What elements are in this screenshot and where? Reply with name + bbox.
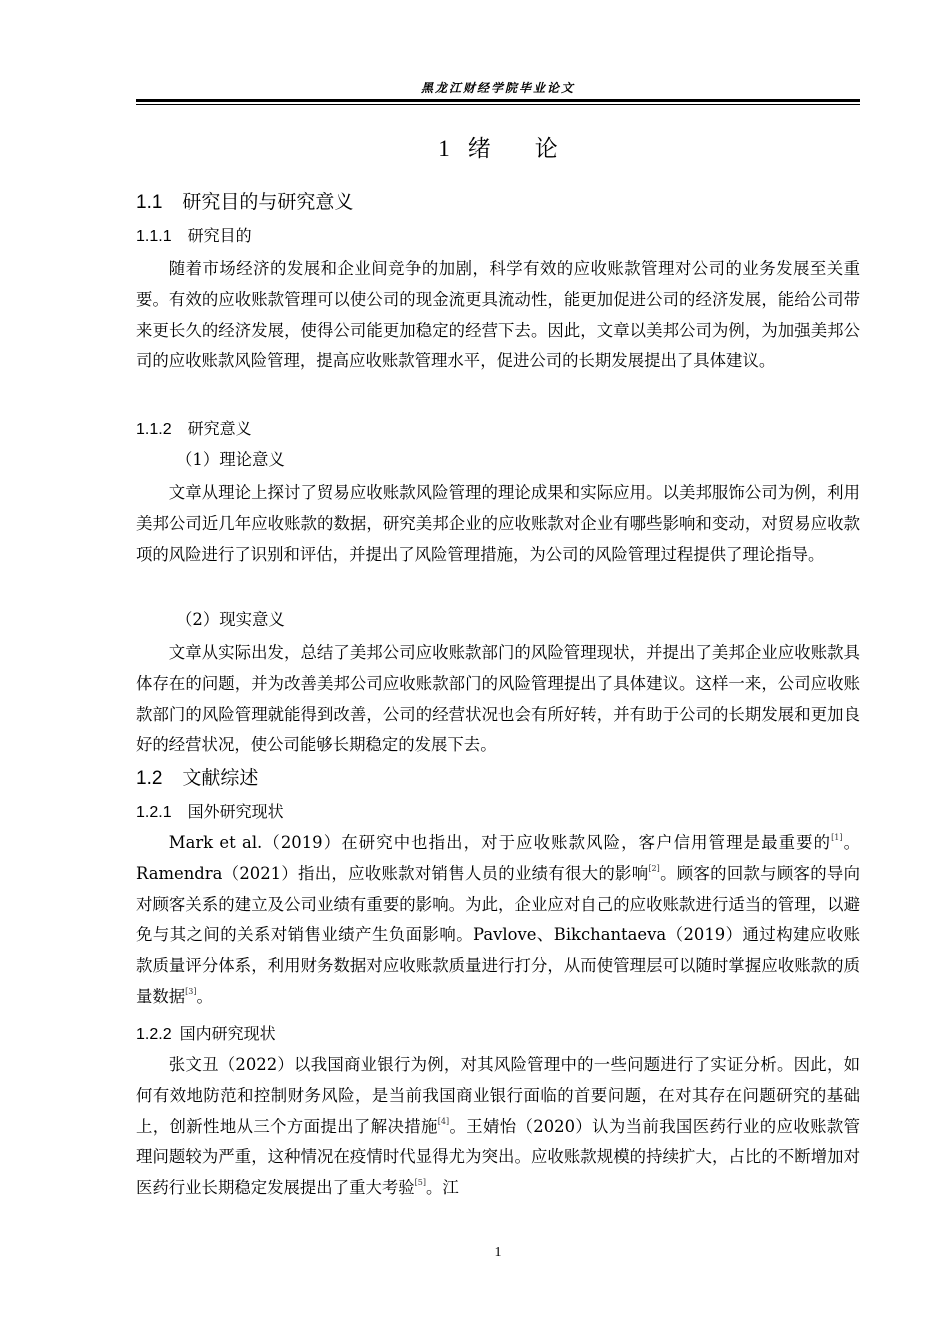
paragraph-foreign-research: [136, 828, 860, 1013]
paragraph-text: 张文丑（2022）以我国商业银行为例，对其风险管理中的一些问题进行了实证分析。因此，如何有效地防范和控制财务风险，是当前我国商业银行面临的首要问题，在对其存在问题研究的基础上，创新性地从三个方面提出了解决措施: [136, 1055, 860, 1136]
paragraph-text: 。江: [425, 1178, 459, 1198]
subsection-title: 研究意义: [187, 419, 252, 438]
header-rule-thick: [136, 99, 860, 102]
paragraph-theory: 文章从理论上探讨了贸易应收账款风险管理的理论成果和实际应用。以美邦服饰公司为例，利用美邦公司近几年应收账款的数据，研究美邦企业的应收账款对企业有哪些影响和变动，对贸易应收款项的风险进行了识别和评估，并提出了风险管理措施，为公司的风险管理过程提供了理论指导。: [136, 483, 860, 564]
citation-ref-2[interactable]: [2]: [648, 863, 660, 873]
page-number: 1: [494, 1245, 502, 1260]
section-number: 1.2: [136, 768, 163, 789]
citation-ref-1[interactable]: [1]: [831, 833, 843, 842]
subsection-heading-1-2-1: [136, 801, 284, 824]
section-title: 研究目的与研究意义: [182, 191, 354, 213]
citation-ref-3[interactable]: [3]: [185, 986, 197, 996]
chapter-title-part2: 论: [534, 136, 558, 162]
chapter-title-part1: 绪: [467, 136, 491, 162]
running-header: 黑龙江财经学院毕业论文: [420, 81, 575, 95]
section-title: 文献综述: [182, 767, 259, 789]
subhead-practice: （2）现实意义: [176, 610, 285, 629]
paragraph-text: 。: [196, 986, 213, 1006]
paragraph-text: 。顾客的回款与顾客的导向对顾客关系的建立及公司业绩有重要的影响。为此，企业应对自己的应收账款进行适当的管理，以避免与其之间的关系对销售业绩产生负面影响。Pavlove、Bikchantaeva（2019）通过构建应收账款质量评分体系，利用财务数据对应收账款质量进行打分，从而使管理层可以随时掌握应收账款的质量数据: [136, 863, 860, 1006]
subsection-title: 国内研究现状: [179, 1024, 276, 1043]
subhead-theory: （1）理论意义: [176, 450, 285, 469]
subsection-title: 研究目的: [187, 226, 252, 245]
subsection-heading-1-1-1: [136, 225, 252, 248]
chapter-number: 1: [438, 136, 450, 161]
subsection-title: 国外研究现状: [187, 802, 284, 821]
subsection-number: 1.2.2: [136, 1026, 172, 1043]
paragraph-text: 。Ramendra（2021）指出，应收账款对销售人员的业绩有很大的影响: [136, 833, 860, 883]
citation-ref-4[interactable]: [4]: [437, 1116, 450, 1126]
paragraph-practice: 文章从实际出发，总结了美邦公司应收账款部门的风险管理现状，并提出了美邦企业应收账款具体存在的问题，并为改善美邦公司应收账款部门的风险管理提出了具体建议。这样一来，公司应收账款部门的风险管理就能得到改善，公司的经营状况也会有所好转，并有助于公司的长期发展和更加良好的经营状况，使公司能够长期稳定的发展下去。: [136, 643, 860, 755]
citation-ref-5[interactable]: [5]: [414, 1178, 426, 1188]
paragraph-text: 。王婧怡（2020）认为当前我国医药行业的应收账款管理问题较为严重，这种情况在疫情时代显得尤为突出。应收账款规模的持续扩大，占比的不断增加对医药行业长期稳定发展提出了重大考验: [136, 1116, 861, 1198]
subsection-heading-1-2-2: [136, 1023, 276, 1046]
subsection-heading-1-1-2: [136, 418, 252, 441]
paragraph-domestic-research: [136, 1050, 860, 1204]
paragraph-text: Mark et al.（2019）在研究中也指出，对于应收账款风险，客户信用管理是最重要的: [168, 833, 832, 852]
subsection-number: 1.2.1: [136, 804, 172, 821]
section-heading-1-2: [136, 765, 258, 792]
section-number: 1.1: [136, 192, 163, 213]
subsection-number: 1.1.2: [136, 421, 172, 438]
chapter-title: [136, 133, 860, 165]
header-rule-thin: [136, 104, 860, 105]
subsection-number: 1.1.1: [136, 228, 172, 245]
section-heading-1-1: [136, 189, 353, 216]
paragraph-research-purpose: 随着市场经济的发展和企业间竞争的加剧，科学有效的应收账款管理对公司的业务发展至关重要。有效的应收账款管理可以使公司的现金流更具流动性，能更加促进公司的经济发展，能给公司带来更长久的经济发展，使得公司能更加稳定的经营下去。因此，文章以美邦公司为例，为加强美邦公司的应收账款风险管理，提高应收账款管理水平，促进公司的长期发展提出了具体建议。: [136, 259, 860, 371]
